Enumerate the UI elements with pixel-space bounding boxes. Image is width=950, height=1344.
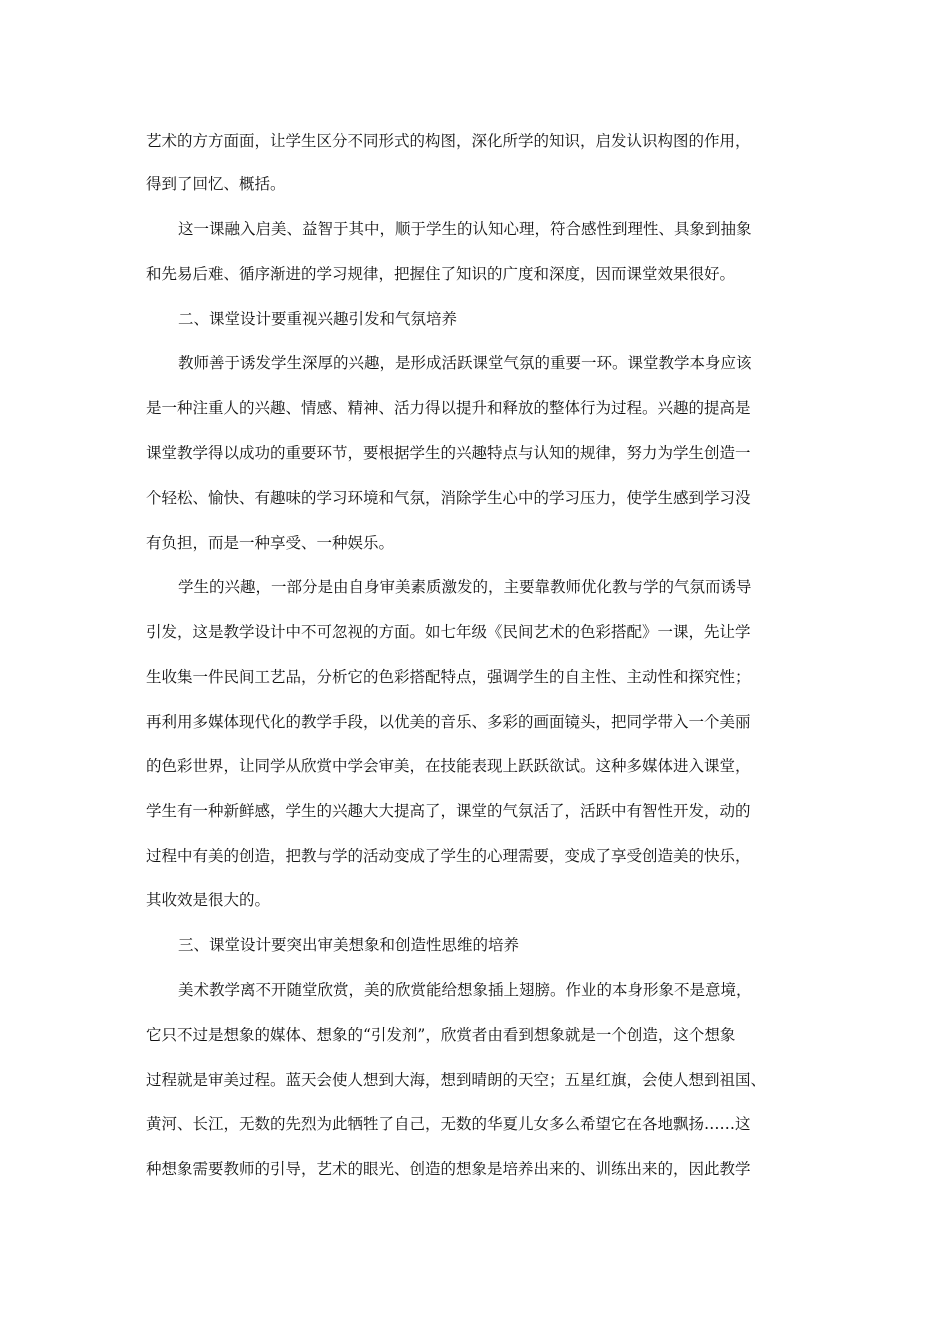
text-line: 是一种注重人的兴趣、情感、精神、活力得以提升和释放的整体行为过程。兴趣的提高是: [146, 399, 751, 417]
text-line: 学生有一种新鲜感，学生的兴趣大大提高了，课堂的气氛活了，活跃中有智性开发，动的: [146, 802, 751, 820]
text-line: 它只不过是想象的媒体、想象的“引发剂”，欣赏者由看到想象就是一个创造，这个想象: [146, 1026, 736, 1044]
text-line: 种想象需要教师的引导，艺术的眼光、创造的想象是培养出来的、训练出来的，因此教学: [146, 1160, 751, 1178]
text-line: 其收效是很大的。: [146, 891, 271, 909]
text-line: 引发，这是教学设计中不可忽视的方面。如七年级《民间艺术的色彩搭配》一课，先让学: [146, 623, 751, 641]
text-line: 这一课融入启美、益智于其中，顺于学生的认知心理，符合感性到理性、具象到抽象: [178, 220, 752, 238]
text-line: 有负担，而是一种享受、一种娱乐。: [146, 534, 395, 552]
text-line: 生收集一件民间工艺品，分析它的色彩搭配特点，强调学生的自主性、主动性和探究性；: [146, 668, 751, 686]
text-line: 的色彩世界，让同学从欣赏中学会审美，在技能表现上跃跃欲试。这种多媒体进入课堂，: [146, 757, 751, 775]
text-line: 学生的兴趣，一部分是由自身审美素质激发的，主要靠教师优化教与学的气氛而诱导: [178, 578, 752, 596]
text-line: 教师善于诱发学生深厚的兴趣，是形成活跃课堂气氛的重要一环。课堂教学本身应该: [178, 354, 752, 372]
section-heading: 二、课堂设计要重视兴趣引发和气氛培养: [178, 310, 458, 328]
text-line: 和先易后难、循序渐进的学习规律，把握住了知识的广度和深度，因而课堂效果很好。: [146, 265, 736, 283]
text-line: 黄河、长江，无数的先烈为此牺牲了自己，无数的华夏儿女多么希望它在各地飘扬……这: [146, 1115, 751, 1133]
text-line: 过程中有美的创造，把教与学的活动变成了学生的心理需要，变成了享受创造美的快乐，: [146, 847, 751, 865]
text-line: 艺术的方方面面，让学生区分不同形式的构图，深化所学的知识，启发认识构图的作用，: [146, 132, 751, 150]
text-line: 美术教学离不开随堂欣赏，美的欣赏能给想象插上翅膀。作业的本身形象不是意境，: [178, 981, 752, 999]
text-line: 课堂教学得以成功的重要环节，要根据学生的兴趣特点与认知的规律，努力为学生创造一: [146, 444, 751, 462]
section-heading: 三、课堂设计要突出审美想象和创造性思维的培养: [178, 936, 520, 954]
text-line: 个轻松、愉快、有趣味的学习环境和气氛，消除学生心中的学习压力，使学生感到学习没: [146, 489, 751, 507]
text-line: 过程就是审美过程。蓝天会使人想到大海，想到晴朗的天空；五星红旗，会使人想到祖国、: [146, 1071, 767, 1089]
text-line: 得到了回忆、概括。: [146, 175, 286, 193]
text-line: 再利用多媒体现代化的教学手段，以优美的音乐、多彩的画面镜头，把同学带入一个美丽: [146, 713, 751, 731]
